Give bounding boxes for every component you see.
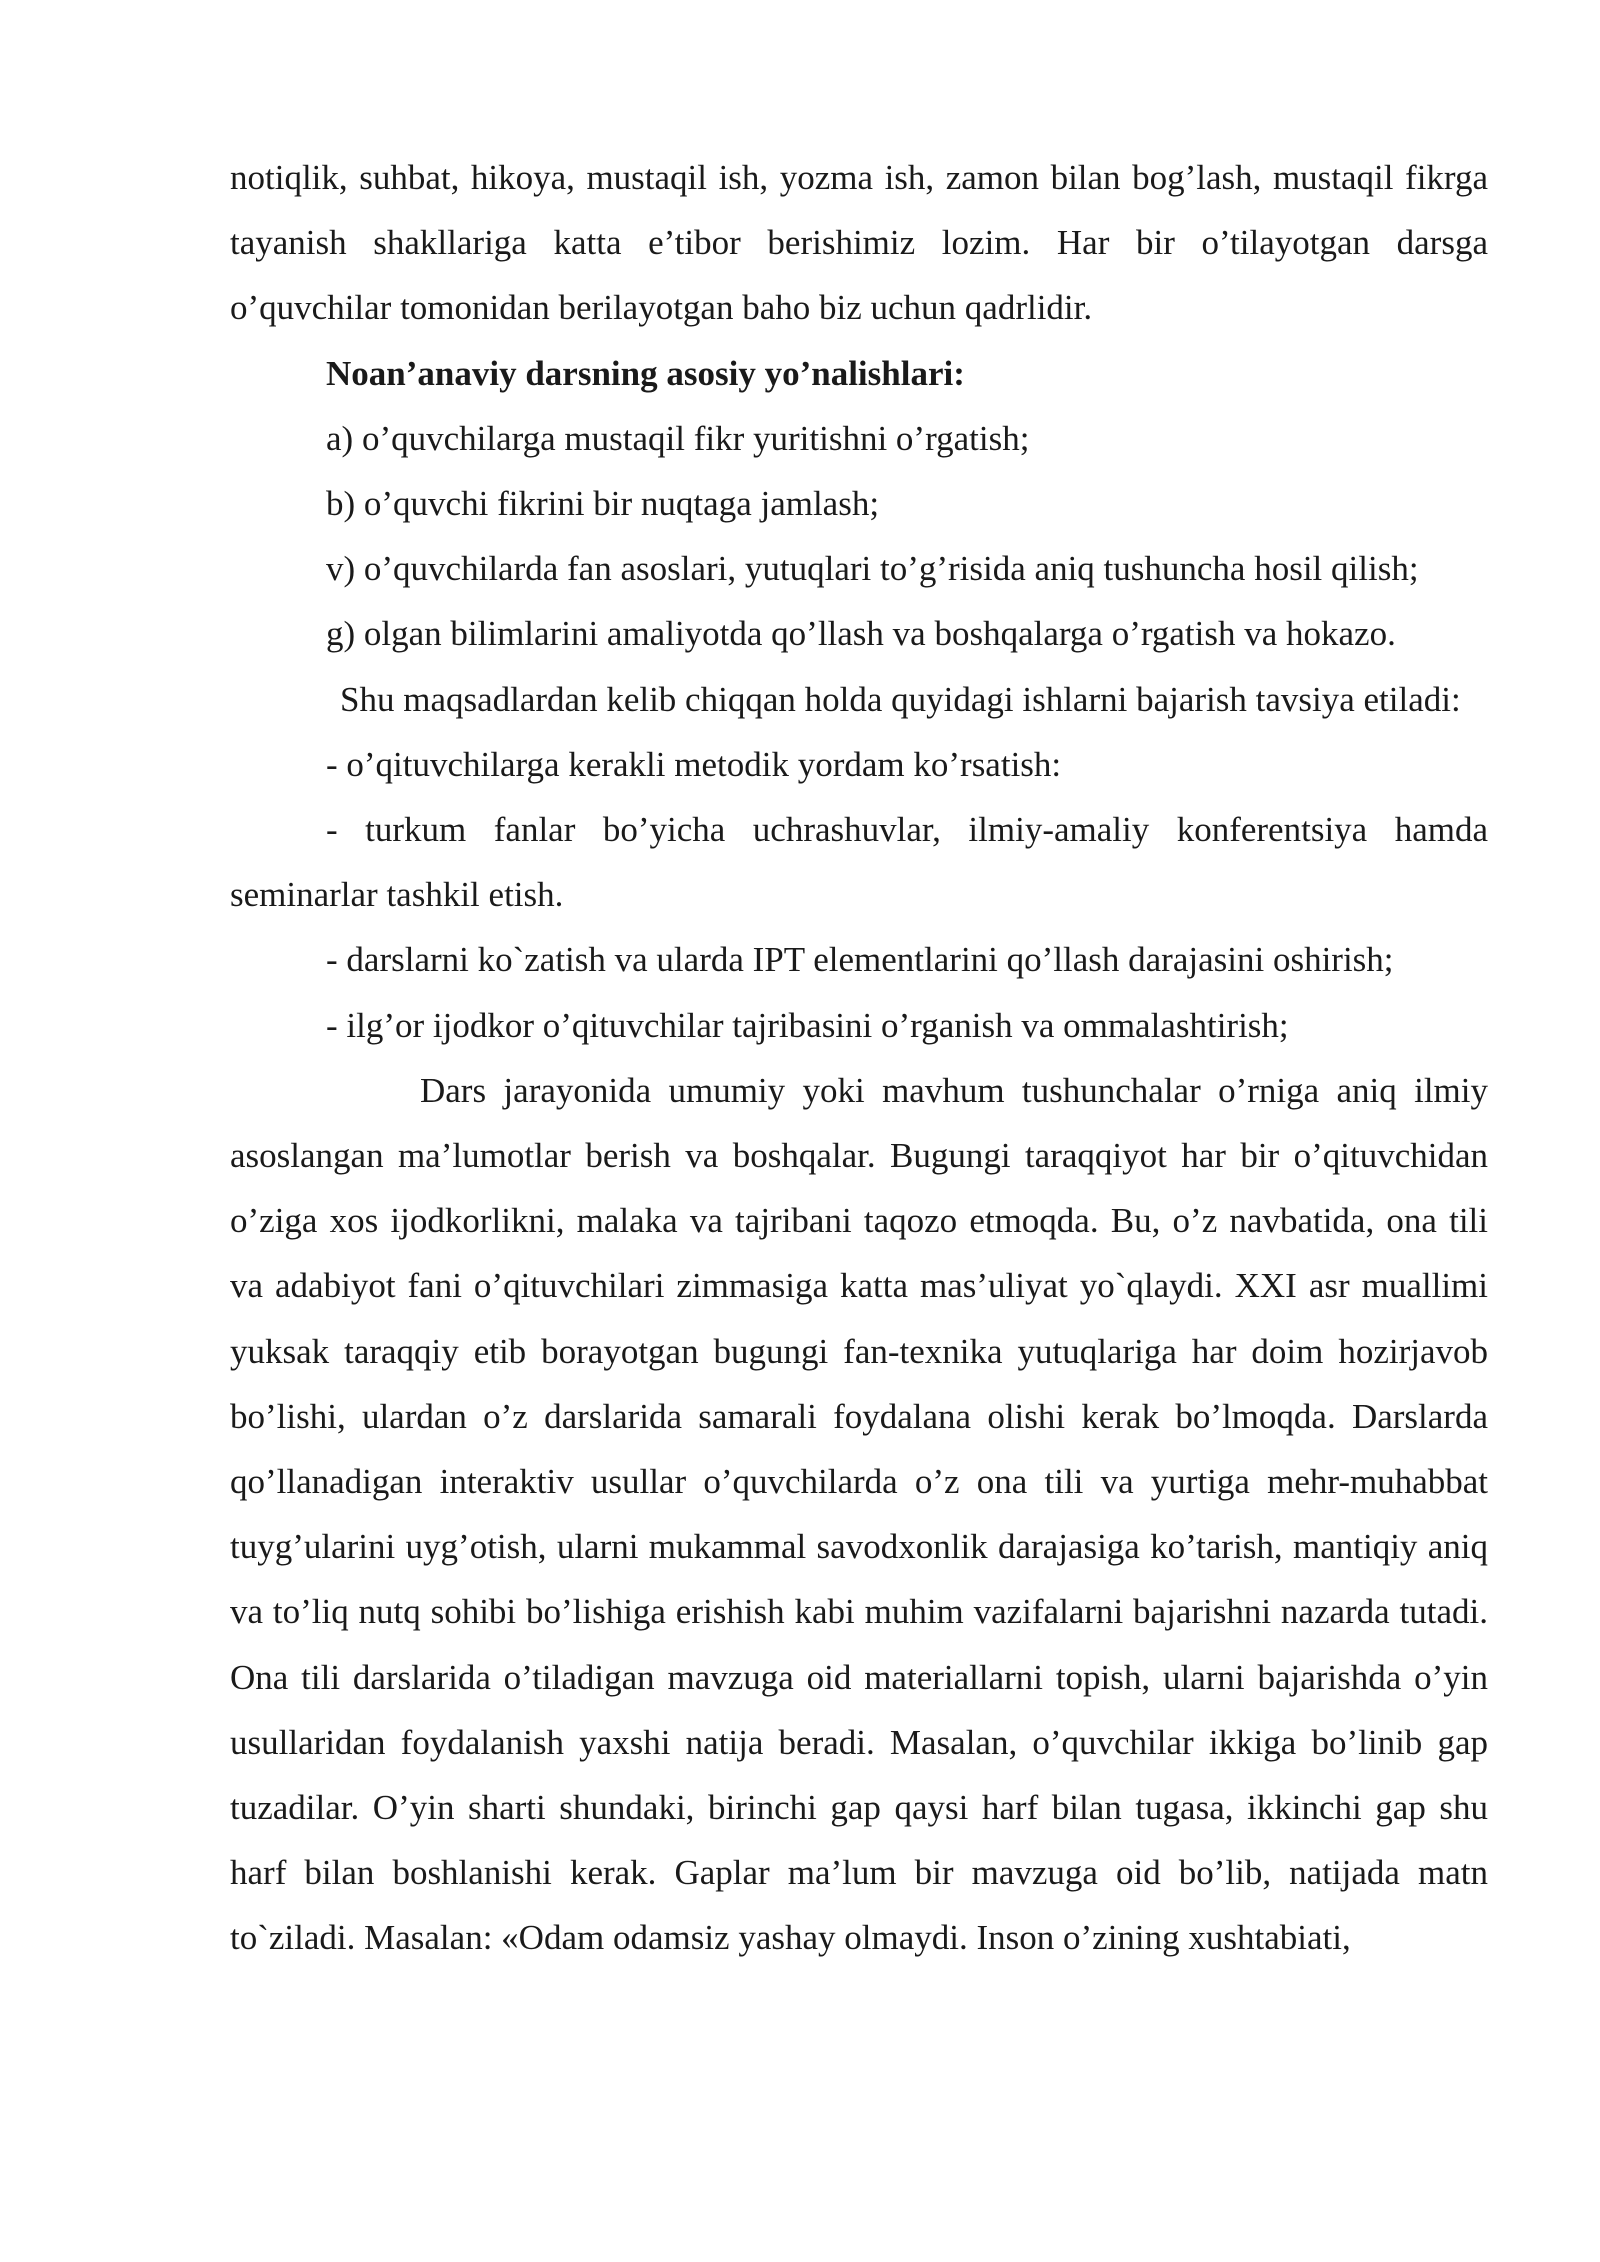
direction-item-g: g) olgan bilimlarini amaliyotda qo’llash va boshqalarga o’rgatish va hokazo. xyxy=(326,614,1396,654)
recommendation-item-4: - ilg’or ijodkor o’qituvchilar tajribasini o’rganish va ommalashtirish; xyxy=(326,1005,1289,1045)
recommendation-item-3: - darslarni ko`zatish va ularda IPT elementlarini qo’llash darajasini oshirish; xyxy=(326,940,1394,980)
document-page xyxy=(230,145,1488,1971)
direction-item-b: b) o’quvchi fikrini bir nuqtaga jamlash; xyxy=(326,484,880,524)
direction-item-v: v) o’quvchilarda fan asoslari, yutuqlari to’g’risida aniq tushuncha hosil qilish; xyxy=(326,549,1419,589)
direction-item-a: a) o’quvchilarga mustaqil fikr yuritishni o’rgatish; xyxy=(326,418,1030,458)
recommendation-item-1: - o’qituvchilarga kerakli metodik yordam ko’rsatish: xyxy=(326,744,1062,784)
main-paragraph: Dars jarayonida umumiy yoki mavhum tushunchalar o’rniga aniq ilmiy asoslangan ma’lumotlar berish va boshqalar. Bugungi taraqqiyot har bir o’qituvchidan o’ziga xos ijodkorlikni, malaka va tajribani taqozo etmoqda. Bu, o’z navbatida, ona tili va adabiyot fani o’qituvchilari zimmasiga katta mas’uliyat yo`qlaydi. XXI asr muallimi yuksak taraqqiy etib borayotgan bugungi fan-texnika yutuqlariga har doim hozirjavob bo’lishi, ulardan o’z darslarida samarali foydalana olishi kerak bo’lmoqda. Darslarda qo’llanadigan interaktiv usullar o’quvchilarda o’z ona tili va yurtiga mehr-muhabbat tuyg’ularini uyg’otish, ularni mukammal savodxonlik darajasiga ko’tarish, mantiqiy aniq va to’liq nutq sohibi bo’lishiga erishish kabi muhim vazifalarni bajarishni nazarda tutadi. Ona tili darslarida o’tiladigan mavzuga oid materiallarni topish, ularni bajarishda o’yin usullaridan foydalanish yaxshi natija beradi. Masalan, o’quvchilar ikkiga bo’linib gap tuzadilar. O’yin sharti shundaki, birinchi gap qaysi harf bilan tugasa, ikkinchi gap shu harf bilan boshlanishi kerak. Gaplar ma’lum bir mavzuga oid bo’lib, natijada matn to`ziladi. Masalan: «Odam odamsiz yashay olmaydi. Inson o’zining xushtabiati, xyxy=(230,1070,1488,1958)
recommendation-item-2: - turkum fanlar bo’yicha uchrashuvlar, ilmiy-amaliy konferentsiya hamda seminarlar tashkil etish. xyxy=(230,810,1488,915)
section-heading: Noan’anaviy darsning asosiy yo’nalishlari: xyxy=(326,353,965,393)
recommendation-intro: Shu maqsadlardan kelib chiqqan holda quyidagi ishlarni bajarish tavsiya etiladi: xyxy=(340,679,1461,719)
intro-paragraph: notiqlik, suhbat, hikoya, mustaqil ish, yozma ish, zamon bilan bog’lash, mustaqil fikrga tayanish shakllariga katta e’tibor berishimiz lozim. Har bir o’tilayotgan darsga o’quvchilar tomonidan berilayotgan baho biz uchun qadrlidir. xyxy=(230,158,1488,328)
